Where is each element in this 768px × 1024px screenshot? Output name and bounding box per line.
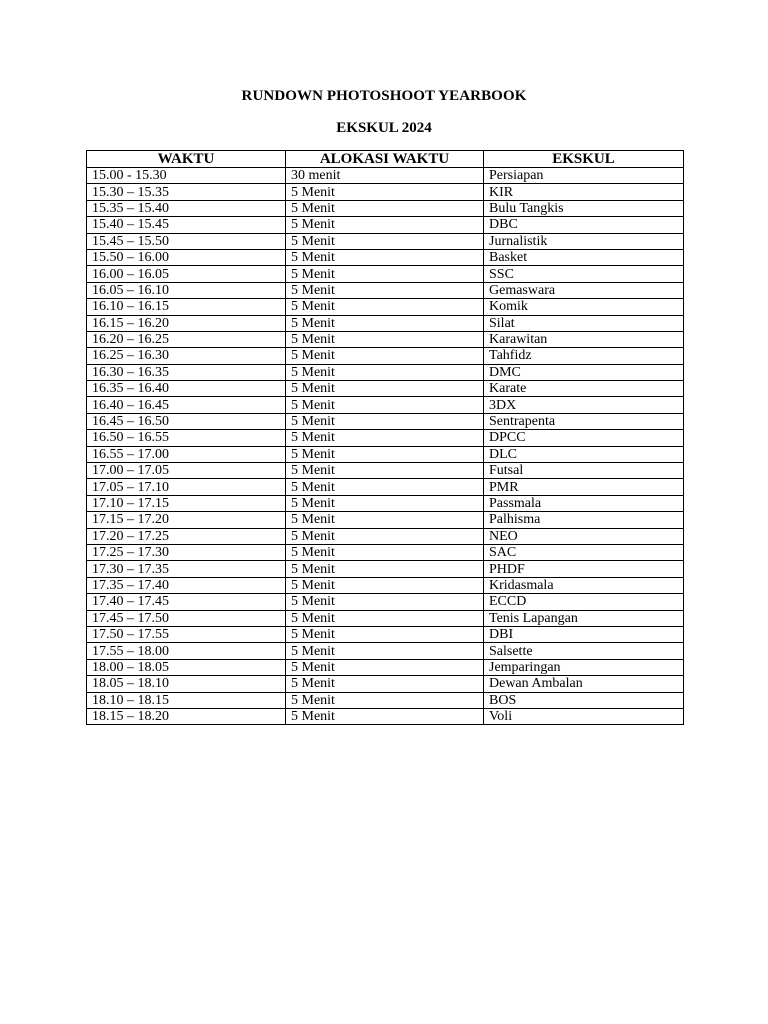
cell-alokasi-waktu: 5 Menit — [286, 577, 484, 593]
cell-alokasi-waktu: 5 Menit — [286, 676, 484, 692]
cell-waktu: 15.30 – 15.35 — [87, 184, 286, 200]
cell-ekskul: Karawitan — [484, 331, 684, 347]
table-row — [87, 528, 684, 544]
table-row — [87, 643, 684, 659]
cell-ekskul: BOS — [484, 692, 684, 708]
cell-ekskul: Salsette — [484, 643, 684, 659]
table-row — [87, 266, 684, 282]
cell-waktu: 17.10 – 17.15 — [87, 495, 286, 511]
table-row — [87, 381, 684, 397]
cell-waktu: 16.50 – 16.55 — [87, 430, 286, 446]
cell-ekskul: SSC — [484, 266, 684, 282]
cell-waktu: 18.15 – 18.20 — [87, 708, 286, 724]
cell-alokasi-waktu: 5 Menit — [286, 594, 484, 610]
cell-waktu: 16.15 – 16.20 — [87, 315, 286, 331]
cell-waktu: 18.00 – 18.05 — [87, 659, 286, 675]
cell-waktu: 16.45 – 16.50 — [87, 413, 286, 429]
cell-waktu: 17.00 – 17.05 — [87, 463, 286, 479]
cell-ekskul: PMR — [484, 479, 684, 495]
cell-ekskul: Voli — [484, 708, 684, 724]
cell-alokasi-waktu: 5 Menit — [286, 217, 484, 233]
cell-ekskul: Palhisma — [484, 512, 684, 528]
cell-waktu: 16.00 – 16.05 — [87, 266, 286, 282]
cell-waktu: 18.05 – 18.10 — [87, 676, 286, 692]
cell-ekskul: DBI — [484, 626, 684, 642]
cell-ekskul: Gemaswara — [484, 282, 684, 298]
cell-alokasi-waktu: 5 Menit — [286, 233, 484, 249]
cell-alokasi-waktu: 5 Menit — [286, 544, 484, 560]
cell-alokasi-waktu: 5 Menit — [286, 708, 484, 724]
table-row — [87, 430, 684, 446]
cell-ekskul: SAC — [484, 544, 684, 560]
cell-waktu: 16.05 – 16.10 — [87, 282, 286, 298]
table-row — [87, 200, 684, 216]
cell-waktu: 16.20 – 16.25 — [87, 331, 286, 347]
cell-alokasi-waktu: 5 Menit — [286, 463, 484, 479]
cell-ekskul: Karate — [484, 381, 684, 397]
cell-waktu: 16.35 – 16.40 — [87, 381, 286, 397]
table-row — [87, 659, 684, 675]
cell-alokasi-waktu: 5 Menit — [286, 331, 484, 347]
cell-ekskul: Tenis Lapangan — [484, 610, 684, 626]
cell-alokasi-waktu: 5 Menit — [286, 643, 484, 659]
table-row — [87, 315, 684, 331]
cell-ekskul: Passmala — [484, 495, 684, 511]
cell-waktu: 17.25 – 17.30 — [87, 544, 286, 560]
cell-ekskul: Basket — [484, 249, 684, 265]
table-row — [87, 331, 684, 347]
cell-alokasi-waktu: 5 Menit — [286, 610, 484, 626]
cell-waktu: 17.05 – 17.10 — [87, 479, 286, 495]
table-row — [87, 364, 684, 380]
cell-alokasi-waktu: 5 Menit — [286, 528, 484, 544]
cell-waktu: 16.25 – 16.30 — [87, 348, 286, 364]
table-row — [87, 168, 684, 184]
cell-alokasi-waktu: 5 Menit — [286, 348, 484, 364]
cell-alokasi-waktu: 5 Menit — [286, 249, 484, 265]
cell-ekskul: Tahfidz — [484, 348, 684, 364]
table-row — [87, 282, 684, 298]
cell-alokasi-waktu: 5 Menit — [286, 299, 484, 315]
cell-waktu: 16.55 – 17.00 — [87, 446, 286, 462]
cell-alokasi-waktu: 5 Menit — [286, 495, 484, 511]
cell-ekskul: Persiapan — [484, 168, 684, 184]
cell-ekskul: Jurnalistik — [484, 233, 684, 249]
cell-ekskul: Futsal — [484, 463, 684, 479]
cell-waktu: 15.00 - 15.30 — [87, 168, 286, 184]
cell-waktu: 16.40 – 16.45 — [87, 397, 286, 413]
table-row — [87, 184, 684, 200]
cell-ekskul: Sentrapenta — [484, 413, 684, 429]
cell-waktu: 17.50 – 17.55 — [87, 626, 286, 642]
cell-ekskul: PHDF — [484, 561, 684, 577]
document-subtitle: EKSKUL 2024 — [336, 120, 432, 136]
cell-alokasi-waktu: 5 Menit — [286, 626, 484, 642]
cell-alokasi-waktu: 5 Menit — [286, 364, 484, 380]
cell-waktu: 17.35 – 17.40 — [87, 577, 286, 593]
cell-alokasi-waktu: 5 Menit — [286, 184, 484, 200]
cell-ekskul: DMC — [484, 364, 684, 380]
cell-ekskul: Jemparingan — [484, 659, 684, 675]
cell-waktu: 15.35 – 15.40 — [87, 200, 286, 216]
cell-ekskul: Kridasmala — [484, 577, 684, 593]
table-row — [87, 397, 684, 413]
cell-alokasi-waktu: 5 Menit — [286, 200, 484, 216]
cell-ekskul: KIR — [484, 184, 684, 200]
cell-waktu: 17.20 – 17.25 — [87, 528, 286, 544]
cell-alokasi-waktu: 5 Menit — [286, 692, 484, 708]
table-row — [87, 561, 684, 577]
cell-alokasi-waktu: 5 Menit — [286, 512, 484, 528]
table-row — [87, 676, 684, 692]
table-row — [87, 446, 684, 462]
cell-ekskul: Dewan Ambalan — [484, 676, 684, 692]
header-waktu: WAKTU — [87, 151, 286, 168]
table-row — [87, 249, 684, 265]
cell-ekskul: DPCC — [484, 430, 684, 446]
table-row — [87, 544, 684, 560]
table-row — [87, 692, 684, 708]
cell-ekskul: Silat — [484, 315, 684, 331]
table-row — [87, 233, 684, 249]
cell-waktu: 18.10 – 18.15 — [87, 692, 286, 708]
cell-alokasi-waktu: 5 Menit — [286, 659, 484, 675]
table-row — [87, 495, 684, 511]
table-row — [87, 512, 684, 528]
table-row — [87, 708, 684, 724]
cell-alokasi-waktu: 30 menit — [286, 168, 484, 184]
cell-ekskul: ECCD — [484, 594, 684, 610]
cell-alokasi-waktu: 5 Menit — [286, 413, 484, 429]
cell-waktu: 17.30 – 17.35 — [87, 561, 286, 577]
cell-alokasi-waktu: 5 Menit — [286, 266, 484, 282]
cell-waktu: 17.45 – 17.50 — [87, 610, 286, 626]
cell-waktu: 16.30 – 16.35 — [87, 364, 286, 380]
cell-alokasi-waktu: 5 Menit — [286, 446, 484, 462]
cell-alokasi-waktu: 5 Menit — [286, 479, 484, 495]
table-row — [87, 463, 684, 479]
table-row — [87, 577, 684, 593]
cell-waktu: 15.45 – 15.50 — [87, 233, 286, 249]
cell-alokasi-waktu: 5 Menit — [286, 561, 484, 577]
table-row — [87, 626, 684, 642]
header-alokasi-waktu: ALOKASI WAKTU — [286, 151, 484, 168]
cell-ekskul: DBC — [484, 217, 684, 233]
cell-alokasi-waktu: 5 Menit — [286, 381, 484, 397]
table-row — [87, 217, 684, 233]
cell-alokasi-waktu: 5 Menit — [286, 397, 484, 413]
table-row — [87, 594, 684, 610]
cell-ekskul: DLC — [484, 446, 684, 462]
cell-waktu: 15.40 – 15.45 — [87, 217, 286, 233]
cell-ekskul: Komik — [484, 299, 684, 315]
cell-ekskul: Bulu Tangkis — [484, 200, 684, 216]
cell-waktu: 17.55 – 18.00 — [87, 643, 286, 659]
table-body — [87, 168, 684, 725]
table-row — [87, 610, 684, 626]
cell-alokasi-waktu: 5 Menit — [286, 315, 484, 331]
table-row — [87, 413, 684, 429]
cell-ekskul: 3DX — [484, 397, 684, 413]
cell-waktu: 17.15 – 17.20 — [87, 512, 286, 528]
schedule-table — [86, 150, 684, 725]
table-row — [87, 348, 684, 364]
cell-alokasi-waktu: 5 Menit — [286, 430, 484, 446]
table-row — [87, 479, 684, 495]
header-ekskul: EKSKUL — [484, 151, 684, 168]
cell-waktu: 15.50 – 16.00 — [87, 249, 286, 265]
cell-alokasi-waktu: 5 Menit — [286, 282, 484, 298]
cell-ekskul: NEO — [484, 528, 684, 544]
document-title: RUNDOWN PHOTOSHOOT YEARBOOK — [241, 88, 527, 104]
table-header-row — [87, 151, 684, 168]
table-row — [87, 299, 684, 315]
cell-waktu: 17.40 – 17.45 — [87, 594, 286, 610]
cell-waktu: 16.10 – 16.15 — [87, 299, 286, 315]
